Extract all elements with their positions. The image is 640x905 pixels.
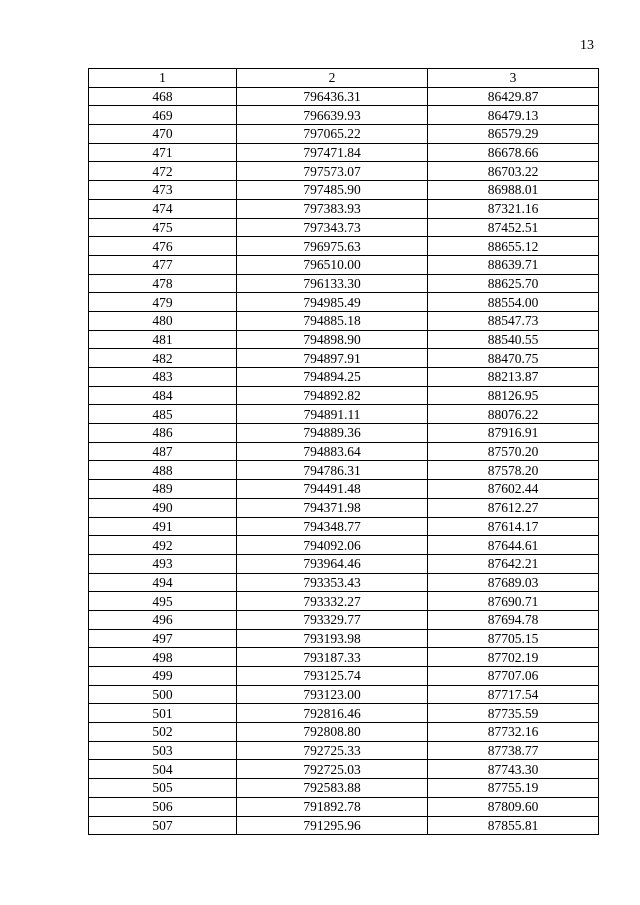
point-number-cell: 479 [89,293,237,312]
x-coordinate-cell: 793193.98 [237,629,428,648]
point-number-cell: 497 [89,629,237,648]
y-coordinate-cell: 87732.16 [428,723,599,742]
coordinates-table [88,68,599,835]
y-coordinate-cell: 87602.44 [428,480,599,499]
point-number-cell: 500 [89,685,237,704]
y-coordinate-cell: 87642.21 [428,554,599,573]
point-number-cell: 491 [89,517,237,536]
y-coordinate-cell: 87743.30 [428,760,599,779]
x-coordinate-cell: 792583.88 [237,779,428,798]
point-number-cell: 507 [89,816,237,835]
y-coordinate-cell: 86988.01 [428,181,599,200]
x-coordinate-cell: 797485.90 [237,181,428,200]
table-row [89,554,599,573]
x-coordinate-cell: 794897.91 [237,349,428,368]
y-coordinate-cell: 87717.54 [428,685,599,704]
table-row [89,143,599,162]
table-row [89,667,599,686]
table-row [89,610,599,629]
y-coordinate-cell: 87689.03 [428,573,599,592]
table-row [89,237,599,256]
x-coordinate-cell: 793964.46 [237,554,428,573]
y-coordinate-cell: 88547.73 [428,311,599,330]
x-coordinate-cell: 791892.78 [237,797,428,816]
x-coordinate-cell: 792808.80 [237,723,428,742]
table-row [89,461,599,480]
point-number-cell: 468 [89,87,237,106]
point-number-cell: 482 [89,349,237,368]
point-number-cell: 499 [89,667,237,686]
y-coordinate-cell: 87916.91 [428,424,599,443]
x-coordinate-cell: 796975.63 [237,237,428,256]
y-coordinate-cell: 87612.27 [428,498,599,517]
table-row [89,797,599,816]
y-coordinate-cell: 87735.59 [428,704,599,723]
page-number: 13 [580,38,594,53]
point-number-cell: 480 [89,311,237,330]
point-number-cell: 493 [89,554,237,573]
table-row [89,368,599,387]
x-coordinate-cell: 793353.43 [237,573,428,592]
x-coordinate-cell: 792725.33 [237,741,428,760]
point-number-cell: 495 [89,592,237,611]
point-number-cell: 492 [89,536,237,555]
x-coordinate-cell: 794883.64 [237,442,428,461]
x-coordinate-cell: 794985.49 [237,293,428,312]
coordinates-table-container [88,68,598,835]
point-number-cell: 506 [89,797,237,816]
x-coordinate-cell: 794786.31 [237,461,428,480]
column-header-1: 1 [89,69,237,88]
point-number-cell: 476 [89,237,237,256]
y-coordinate-cell: 88213.87 [428,368,599,387]
y-coordinate-cell: 86579.29 [428,125,599,144]
point-number-cell: 486 [89,424,237,443]
x-coordinate-cell: 797343.73 [237,218,428,237]
table-row [89,629,599,648]
table-row [89,199,599,218]
table-row [89,592,599,611]
table-row [89,723,599,742]
table-row [89,349,599,368]
y-coordinate-cell: 86678.66 [428,143,599,162]
point-number-cell: 487 [89,442,237,461]
x-coordinate-cell: 791295.96 [237,816,428,835]
table-row [89,424,599,443]
point-number-cell: 504 [89,760,237,779]
column-header-3: 3 [428,69,599,88]
x-coordinate-cell: 794491.48 [237,480,428,499]
point-number-cell: 473 [89,181,237,200]
table-row [89,405,599,424]
point-number-cell: 481 [89,330,237,349]
table-header-row [89,69,599,88]
x-coordinate-cell: 796133.30 [237,274,428,293]
table-row [89,386,599,405]
table-row [89,218,599,237]
point-number-cell: 498 [89,648,237,667]
y-coordinate-cell: 88655.12 [428,237,599,256]
y-coordinate-cell: 87452.51 [428,218,599,237]
table-header [89,69,599,88]
x-coordinate-cell: 794891.11 [237,405,428,424]
table-row [89,704,599,723]
table-row [89,517,599,536]
x-coordinate-cell: 793329.77 [237,610,428,629]
y-coordinate-cell: 88540.55 [428,330,599,349]
y-coordinate-cell: 87809.60 [428,797,599,816]
point-number-cell: 503 [89,741,237,760]
point-number-cell: 489 [89,480,237,499]
table-row [89,274,599,293]
x-coordinate-cell: 797383.93 [237,199,428,218]
x-coordinate-cell: 797573.07 [237,162,428,181]
table-row [89,162,599,181]
y-coordinate-cell: 86429.87 [428,87,599,106]
table-row [89,125,599,144]
table-row [89,648,599,667]
x-coordinate-cell: 794898.90 [237,330,428,349]
point-number-cell: 474 [89,199,237,218]
point-number-cell: 469 [89,106,237,125]
table-row [89,536,599,555]
x-coordinate-cell: 794892.82 [237,386,428,405]
table-row [89,255,599,274]
point-number-cell: 490 [89,498,237,517]
x-coordinate-cell: 793123.00 [237,685,428,704]
y-coordinate-cell: 88470.75 [428,349,599,368]
x-coordinate-cell: 794371.98 [237,498,428,517]
table-row [89,87,599,106]
point-number-cell: 501 [89,704,237,723]
x-coordinate-cell: 793187.33 [237,648,428,667]
y-coordinate-cell: 87578.20 [428,461,599,480]
table-row [89,498,599,517]
x-coordinate-cell: 793332.27 [237,592,428,611]
y-coordinate-cell: 87707.06 [428,667,599,686]
point-number-cell: 496 [89,610,237,629]
x-coordinate-cell: 794348.77 [237,517,428,536]
y-coordinate-cell: 87614.17 [428,517,599,536]
point-number-cell: 488 [89,461,237,480]
y-coordinate-cell: 88126.95 [428,386,599,405]
point-number-cell: 475 [89,218,237,237]
table-row [89,181,599,200]
x-coordinate-cell: 794889.36 [237,424,428,443]
y-coordinate-cell: 87702.19 [428,648,599,667]
x-coordinate-cell: 792816.46 [237,704,428,723]
table-row [89,293,599,312]
table-row [89,760,599,779]
table-row [89,741,599,760]
x-coordinate-cell: 797471.84 [237,143,428,162]
table-row [89,779,599,798]
y-coordinate-cell: 86703.22 [428,162,599,181]
point-number-cell: 485 [89,405,237,424]
table-row [89,480,599,499]
table-body [89,87,599,835]
point-number-cell: 484 [89,386,237,405]
point-number-cell: 483 [89,368,237,387]
x-coordinate-cell: 796639.93 [237,106,428,125]
point-number-cell: 502 [89,723,237,742]
x-coordinate-cell: 796436.31 [237,87,428,106]
y-coordinate-cell: 88625.70 [428,274,599,293]
table-row [89,816,599,835]
point-number-cell: 478 [89,274,237,293]
table-row [89,573,599,592]
y-coordinate-cell: 87321.16 [428,199,599,218]
y-coordinate-cell: 87855.81 [428,816,599,835]
y-coordinate-cell: 88554.00 [428,293,599,312]
point-number-cell: 470 [89,125,237,144]
point-number-cell: 472 [89,162,237,181]
x-coordinate-cell: 796510.00 [237,255,428,274]
y-coordinate-cell: 87690.71 [428,592,599,611]
y-coordinate-cell: 87705.15 [428,629,599,648]
x-coordinate-cell: 792725.03 [237,760,428,779]
table-row [89,311,599,330]
point-number-cell: 471 [89,143,237,162]
table-row [89,442,599,461]
y-coordinate-cell: 87755.19 [428,779,599,798]
y-coordinate-cell: 88639.71 [428,255,599,274]
point-number-cell: 477 [89,255,237,274]
x-coordinate-cell: 793125.74 [237,667,428,686]
x-coordinate-cell: 794885.18 [237,311,428,330]
table-row [89,685,599,704]
point-number-cell: 494 [89,573,237,592]
y-coordinate-cell: 87694.78 [428,610,599,629]
table-row [89,330,599,349]
y-coordinate-cell: 86479.13 [428,106,599,125]
y-coordinate-cell: 88076.22 [428,405,599,424]
point-number-cell: 505 [89,779,237,798]
y-coordinate-cell: 87644.61 [428,536,599,555]
x-coordinate-cell: 797065.22 [237,125,428,144]
y-coordinate-cell: 87570.20 [428,442,599,461]
table-row [89,106,599,125]
x-coordinate-cell: 794894.25 [237,368,428,387]
column-header-2: 2 [237,69,428,88]
y-coordinate-cell: 87738.77 [428,741,599,760]
x-coordinate-cell: 794092.06 [237,536,428,555]
